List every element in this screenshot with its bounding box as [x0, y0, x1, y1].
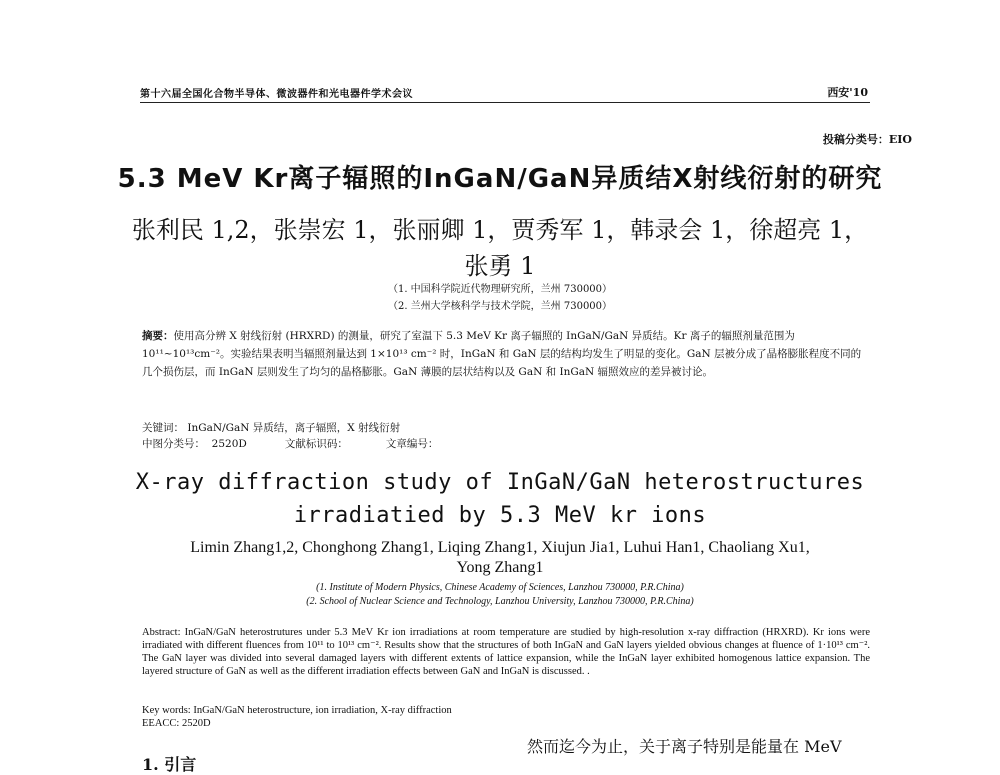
- chinese-authors-line1: 张利民 1,2，张崇宏 1，张丽卿 1，贾秀军 1，韩录会 1，徐超亮 1，: [131, 216, 869, 244]
- english-eeacc: EEACC: 2520D: [142, 718, 211, 729]
- english-authors: [130, 538, 870, 578]
- chinese-abstract-label: 摘要：: [142, 330, 174, 342]
- chinese-classification-row: [142, 436, 476, 451]
- clc-number: 中图分类号： 2520D: [142, 438, 247, 450]
- intro-heading: 1. 引言: [142, 755, 197, 774]
- english-title-line2: irradiatied by 5.3 MeV kr ions: [293, 503, 707, 528]
- chinese-title: 5.3 MeV Kr离子辐照的InGaN/GaN异质结X射线衍射的研究: [117, 164, 883, 194]
- chinese-keywords: 关键词： InGaN/GaN 异质结，离子辐照，X 射线衍射: [142, 422, 401, 434]
- body-column2-line1: 然而迄今为止，关于离子特别是能量在 MeV: [527, 737, 842, 756]
- english-keywords: Key words: InGaN/GaN heterostructure, ion irradiation, X-ray diffraction: [142, 705, 452, 716]
- classification-code: 投稿分类号：EIO: [822, 133, 912, 146]
- chinese-affiliation-1: （1. 中国科学院近代物理研究所，兰州 730000）: [387, 284, 613, 295]
- chinese-authors-line2: 张勇 1: [464, 252, 536, 280]
- chinese-affiliation-2: （2. 兰州大学核科学与技术学院，兰州 730000）: [387, 301, 613, 312]
- chinese-authors: [130, 212, 870, 284]
- venue-year: 西安'10: [827, 86, 868, 99]
- english-affiliation-1: (1. Institute of Modern Physics, Chinese Academy of Sciences, Lanzhou 730000, P.R.China): [316, 582, 684, 593]
- english-authors-line2: Yong Zhang1: [456, 559, 544, 576]
- document-code: 文献标识码：: [284, 438, 348, 450]
- english-title-line1: X-ray diffraction study of InGaN/GaN heterostructures: [135, 470, 865, 495]
- english-affiliation-2: (2. School of Nuclear Science and Technology, Lanzhou University, Lanzhou 730000, P.R.China): [306, 596, 694, 607]
- conference-header: 第十六届全国化合物半导体、微波器件和光电器件学术会议: [140, 89, 413, 100]
- english-authors-line1: Limin Zhang1,2, Chonghong Zhang1, Liqing Zhang1, Xiujun Jia1, Luhui Han1, Chaoliang Xu1,: [190, 539, 810, 556]
- english-abstract: Abstract: InGaN/GaN heterostrutures under 5.3 MeV Kr ion irradiations at room temperature are studied by high-resolution x-ray diffraction (HRXRD). Kr ions were irradiated with different fluences from 10¹¹ to 10¹³ cm⁻². Results show that the structures of both InGaN and GaN layers yielded obvious changes at fluence of 1·10¹³ cm⁻². The GaN layer was divided into several damaged layers with different extents of lattice expansion, while the InGaN layer exhibited homogenous lattice expansion. The layered structure of GaN as well as the different irradiation effects between GaN and InGaN is discussed. .: [142, 627, 870, 677]
- article-number: 文章编号：: [385, 438, 439, 450]
- chinese-abstract-text: 使用高分辨 X 射线衍射 (HRXRD) 的测量，研究了室温下 5.3 MeV Kr 离子辐照的 InGaN/GaN 异质结。Kr 离子的辐照剂量范围为 10¹¹~10¹³cm⁻²。实验结果表明当辐照剂量达到 1×10¹³ cm⁻² 时，InGaN 和 GaN 层的结构均发生了明显的变化。GaN 层被分成了晶格膨胀程度不同的几个损伤层，而 InGaN 层则发生了均匀的晶格膨胀。GaN 薄膜的层状结构以及 GaN 和 InGaN 辐照效应的差异被讨论。: [142, 330, 862, 378]
- header-rule: [140, 102, 870, 103]
- english-title: [0, 466, 1000, 532]
- chinese-abstract: [142, 327, 870, 381]
